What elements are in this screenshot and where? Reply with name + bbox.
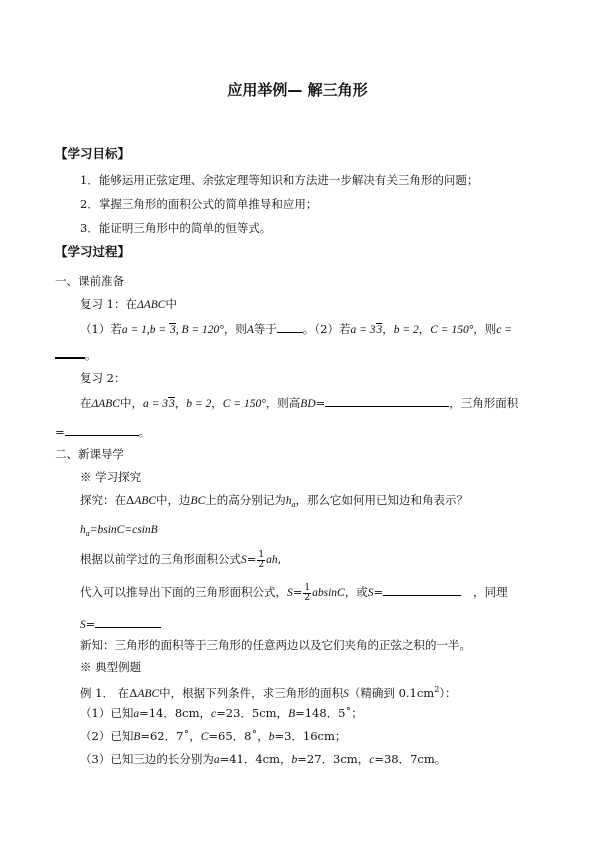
review-1: 复习 1：在ΔABC中 — [80, 297, 177, 311]
answer-blank[interactable] — [55, 346, 85, 359]
page-title: 应用举例— 解三角形 — [227, 81, 368, 99]
area-formula-basic: 根据以前学过的三角形面积公式S= $\frac{1}{2}$ ah, — [80, 549, 282, 570]
section-2-title: 二、新课导学 — [55, 447, 124, 461]
section-1-title: 一、课前准备 — [55, 274, 124, 288]
area-formula-derived: 代入可以推导出下面的三角形面积公式，S= $\frac{1}{2}$ absinC，或S= ，同理 — [80, 582, 508, 603]
explore-heading: ※ 学习探究 — [80, 470, 142, 484]
review-2: 复习 2： — [80, 371, 126, 385]
objective-item-1: 1．能够运用正弦定理、余弦定理等知识和方法进一步解决有关三角形的问题； — [80, 173, 479, 187]
example-part-1: （1）已知a=14．8cm，c=23．5cm，B=148．5˚； — [80, 706, 363, 720]
answer-blank[interactable] — [325, 395, 449, 407]
area-formula-similar: S= — [80, 616, 161, 633]
answer-blank[interactable] — [65, 424, 139, 436]
example-1: 例 1． 在ΔABC中，根据下列条件，求三角形的面积S（精确到 $0.1cm^2$）： — [80, 685, 457, 700]
objective-item-3: 3．能证明三角形中的简单的恒等式。 — [80, 221, 272, 235]
example-part-2: （2）已知B=62．7˚，C=65．8˚，b=3．16cm； — [80, 729, 347, 743]
answer-blank[interactable] — [95, 616, 161, 628]
process-heading: 【学习过程】 — [55, 244, 131, 259]
height-formula: $h_a=bsinC=csinB$ — [80, 524, 158, 538]
review-2-question: 在ΔABC中，a = 33，b = 2，C = 150°，则高BD= ，三角形面积 — [80, 396, 519, 410]
review-1-answer-line: 。 — [55, 346, 97, 363]
review-2-answer-line: = 。 — [55, 425, 151, 439]
answer-blank[interactable] — [383, 584, 461, 596]
objectives-heading: 【学习目标】 — [55, 146, 131, 161]
answer-blank[interactable] — [277, 321, 303, 333]
explore-question: 探究：在ΔABC中，边BC上的高分别记为$h_a$，那么它如何用已知边和角表示？ — [80, 493, 468, 509]
fraction: $\frac{1}{2}$ — [304, 582, 311, 603]
objective-item-2: 2．掌握三角形的面积公式的简单推导和应用； — [80, 197, 318, 211]
example-part-3: （3）已知三边的长分别为a=41．4cm，b=27．3cm，c=38．7cm。 — [80, 752, 447, 766]
fraction: $\frac{1}{2}$ — [258, 549, 265, 570]
example-heading: ※ 典型例题 — [80, 660, 142, 674]
new-knowledge: 新知：三角形的面积等于三角形的任意两边以及它们夹角的正弦之积的一半。 — [80, 638, 471, 652]
review-1-question: （1）若a = 1,b = 3, B = 120°，则A等于 。（2）若a = 33，b = 2，C = 150°，则c = — [80, 322, 513, 336]
